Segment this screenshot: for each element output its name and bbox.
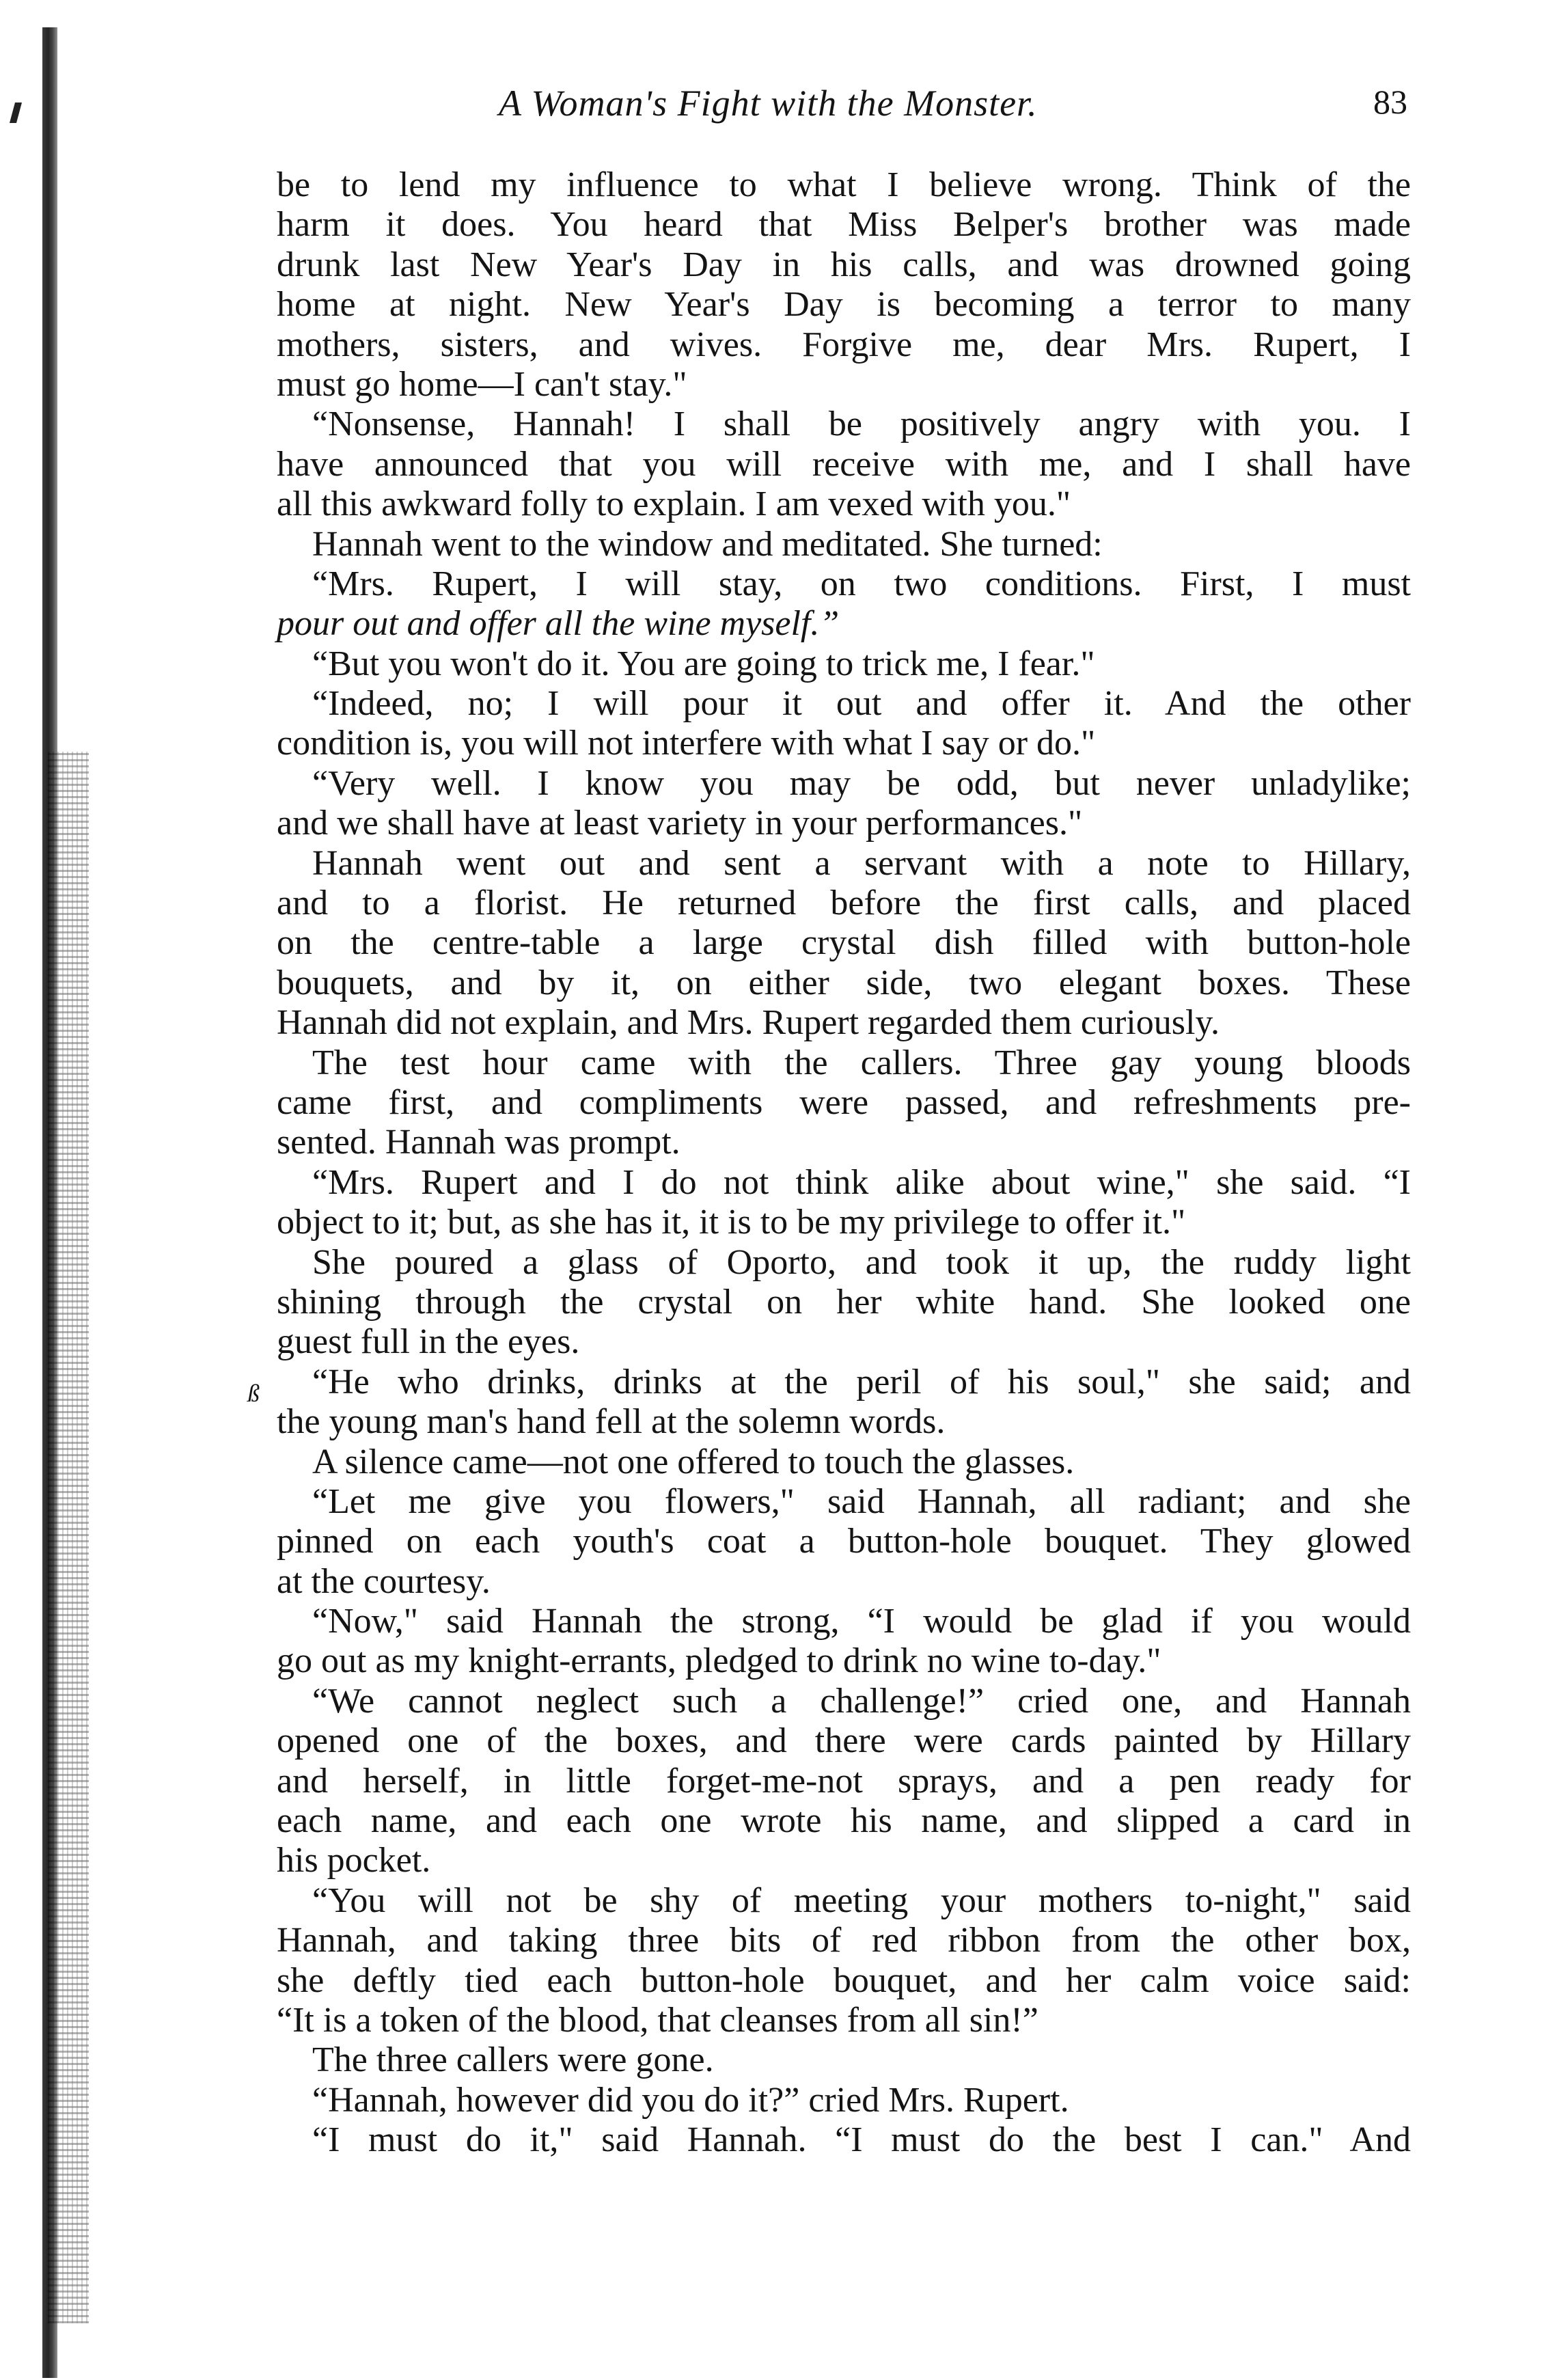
text-line: Hannah went out and sent a servant with a note to Hillary,: [312, 843, 1411, 883]
text-line: Hannah did not explain, and Mrs. Rupert regarded them curiously.: [277, 1003, 1220, 1043]
text-line: home at night. New Year's Day is becoming a terror to many: [277, 285, 1411, 325]
text-line: and we shall have at least variety in your performances.": [277, 804, 1083, 843]
text-line: guest full in the eyes.: [277, 1322, 580, 1362]
text-line: A silence came—not one offered to touch the glasses.: [312, 1442, 1075, 1481]
text-line: The test hour came with the callers. Three gay young bloods: [312, 1043, 1411, 1082]
text-line: harm it does. You heard that Miss Belper's brother was made: [277, 205, 1411, 245]
page-header: [273, 82, 1435, 137]
text-line: and to a florist. He returned before the first calls, and placed: [277, 884, 1411, 923]
text-line: his pocket.: [277, 1841, 431, 1880]
text-line: came first, and compliments were passed, and refreshments pre-: [277, 1082, 1411, 1122]
text-line: be to lend my influence to what I believe wrong. Think of the: [277, 165, 1411, 204]
text-line: go out as my knight-errants, pledged to drink no wine to-day.": [277, 1641, 1161, 1681]
text-line: “Let me give you flowers," said Hannah, all radiant; and she: [312, 1481, 1411, 1521]
text-line: and herself, in little forget-me-not sprays, and a pen ready for: [277, 1761, 1411, 1801]
text-line: “But you won't do it. You are going to trick me, I fear.": [312, 644, 1095, 683]
text-line: “Very well. I know you may be odd, but never unladylike;: [312, 763, 1411, 803]
text-line: “Nonsense, Hannah! I shall be positively angry with you. I: [312, 405, 1411, 444]
running-title: A Woman's Fight with the Monster.: [499, 83, 1038, 124]
margin-mark: ß: [247, 1380, 260, 1407]
body-text: [277, 165, 1411, 2161]
binding-texture: [48, 752, 89, 2323]
text-line: pour out and offer all the wine myself.”: [277, 604, 840, 644]
text-line: “He who drinks, drinks at the peril of his soul," she said; and: [312, 1362, 1411, 1401]
text-line: at the courtesy.: [277, 1561, 491, 1601]
edge-mark: [10, 102, 22, 123]
page-number: 83: [1373, 83, 1407, 121]
text-line: “We cannot neglect such a challenge!” cried one, and Hannah: [312, 1681, 1411, 1721]
text-line: “Mrs. Rupert and I do not think alike about wine," she said. “I: [312, 1162, 1411, 1202]
text-line: opened one of the boxes, and there were cards painted by Hillary: [277, 1721, 1411, 1761]
text-line: condition is, you will not interfere with what I say or do.": [277, 724, 1096, 763]
text-line: she deftly tied each button-hole bouquet, and her calm voice said:: [277, 1960, 1411, 2000]
text-line: pinned on each youth's coat a button-hole bouquet. They glowed: [277, 1522, 1411, 1561]
text-line: bouquets, and by it, on either side, two elegant boxes. These: [277, 963, 1411, 1002]
text-line: “You will not be shy of meeting your mothers to-night," said: [312, 1880, 1411, 1920]
text-line: shining through the crystal on her white hand. She looked one: [277, 1282, 1411, 1322]
text-line: all this awkward folly to explain. I am vexed with you.": [277, 484, 1071, 524]
text-line: have announced that you will receive with me, and I shall have: [277, 444, 1411, 484]
text-line: mothers, sisters, and wives. Forgive me, dear Mrs. Rupert, I: [277, 325, 1411, 364]
text-line: object to it; but, as she has it, it is to be my privilege to offer it.": [277, 1203, 1186, 1242]
text-line: each name, and each one wrote his name, and slipped a card in: [277, 1801, 1411, 1841]
text-line: “I must do it," said Hannah. “I must do the best I can." And: [312, 2120, 1411, 2160]
text-line: “Indeed, no; I will pour it out and offer it. And the other: [312, 684, 1411, 724]
text-line: Hannah, and taking three bits of red ribbon from the other box,: [277, 1921, 1411, 1960]
text-line: “Hannah, however did you do it?” cried Mrs. Rupert.: [312, 2080, 1069, 2120]
text-line: on the centre-table a large crystal dish filled with button-hole: [277, 923, 1411, 963]
text-line: “It is a token of the blood, that cleanses from all sin!”: [277, 2000, 1038, 2040]
text-line: “Now," said Hannah the strong, “I would be glad if you would: [312, 1602, 1411, 1641]
text-line: sented. Hannah was prompt.: [277, 1123, 680, 1162]
text-line: The three callers were gone.: [312, 2040, 714, 2080]
text-line: “Mrs. Rupert, I will stay, on two conditions. First, I must: [312, 564, 1411, 603]
text-line: Hannah went to the window and meditated. She turned:: [312, 524, 1103, 564]
text-line: drunk last New Year's Day in his calls, and was drowned going: [277, 245, 1411, 284]
text-line: the young man's hand fell at the solemn words.: [277, 1402, 946, 1442]
text-line: She poured a glass of Oporto, and took it up, the ruddy light: [312, 1242, 1411, 1282]
text-line: must go home—I can't stay.": [277, 364, 687, 404]
